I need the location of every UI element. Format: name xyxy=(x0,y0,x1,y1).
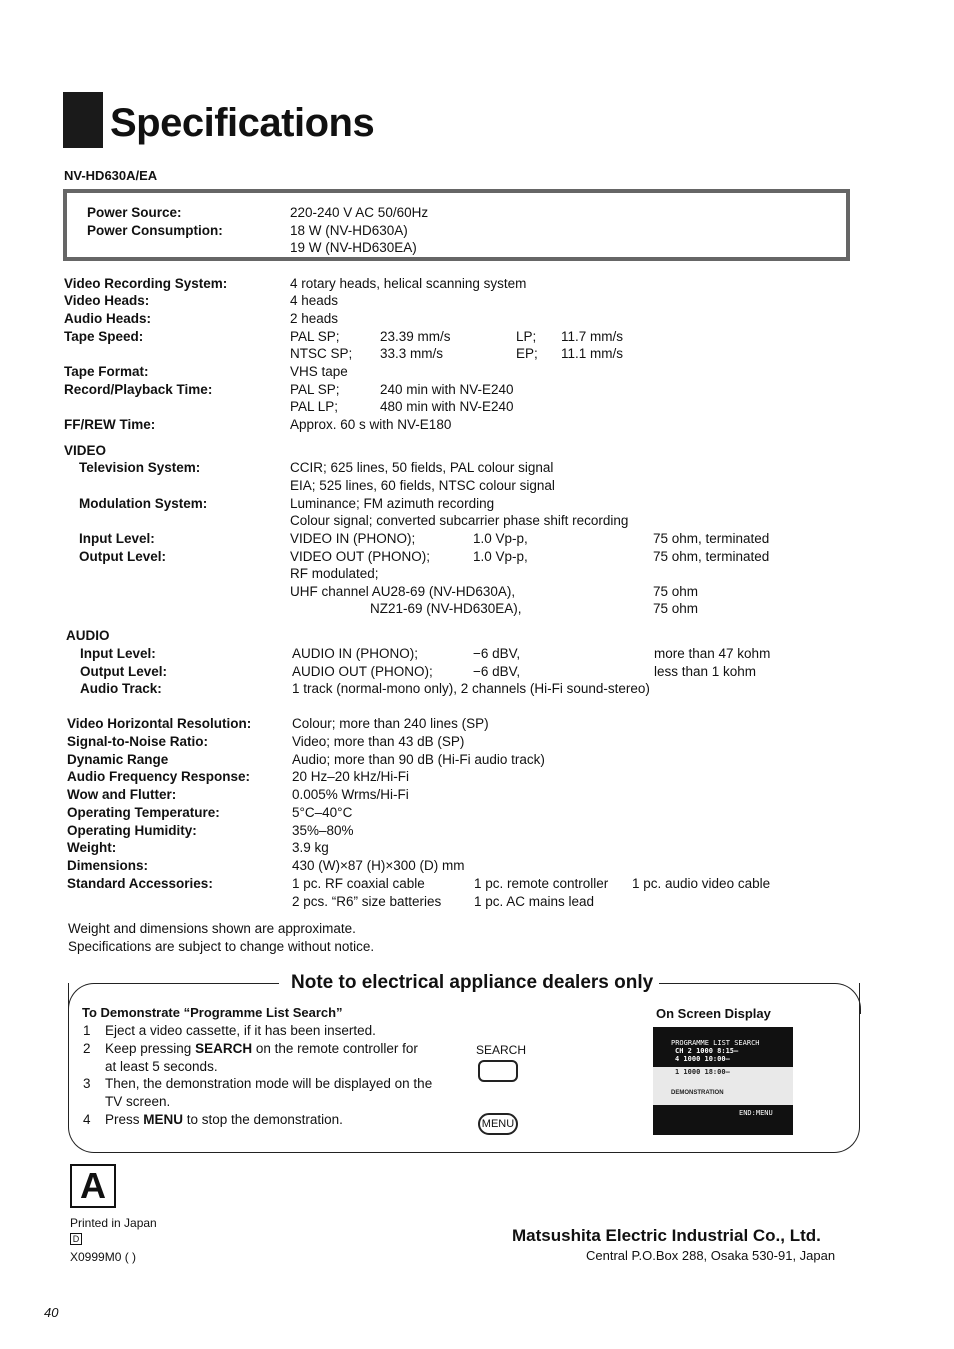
spec-value: less than 1 kohm xyxy=(654,664,757,679)
spec-label: Tape Speed: xyxy=(64,329,144,344)
spec-value: 430 (W)×87 (H)×300 (D) mm xyxy=(292,858,465,873)
section-heading-audio: AUDIO xyxy=(66,628,110,643)
step-number: 2 xyxy=(83,1041,91,1056)
spec-label: Modulation System: xyxy=(79,496,208,511)
spec-value: 1 track (normal-mono only), 2 channels (Hi-Fi sound-stereo) xyxy=(292,681,650,696)
spec-value: 75 ohm, terminated xyxy=(653,531,770,546)
spec-value: VIDEO IN (PHONO); xyxy=(290,531,416,546)
step-number: 3 xyxy=(83,1076,91,1091)
spec-value: 23.39 mm/s xyxy=(380,329,451,344)
spec-value: EP; xyxy=(516,346,538,361)
spec-value: 75 ohm xyxy=(653,584,699,599)
spec-value: 11.1 mm/s xyxy=(561,346,624,361)
step-text: Keep pressing SEARCH on the remote controller for xyxy=(105,1041,418,1056)
spec-value: Approx. 60 s with NV-E180 xyxy=(290,417,452,432)
on-screen-display xyxy=(653,1027,793,1135)
d-mark: D xyxy=(70,1233,82,1245)
spec-value: 1.0 Vp-p, xyxy=(473,531,528,546)
menu-button-icon: MENU xyxy=(478,1113,518,1135)
spec-value: −6 dBV, xyxy=(473,664,521,679)
spec-value: 1 pc. RF coaxial cable xyxy=(292,876,425,891)
spec-value: 5°C–40°C xyxy=(292,805,353,820)
spec-value: PAL SP; xyxy=(290,329,340,344)
spec-label: Output Level: xyxy=(79,549,166,564)
spec-label: Input Level: xyxy=(79,531,155,546)
spec-value: NTSC SP; xyxy=(290,346,353,361)
spec-label: Video Heads: xyxy=(64,293,150,308)
spec-label: Television System: xyxy=(79,460,201,475)
spec-value: NZ21-69 (NV-HD630EA), xyxy=(370,601,522,616)
document-code: X0999M0 ( ) xyxy=(70,1250,137,1264)
spec-value: Luminance; FM azimuth recording xyxy=(290,496,495,511)
step-text: Eject a video cassette, if it has been inserted. xyxy=(105,1023,376,1038)
spec-label: Operating Temperature: xyxy=(67,805,220,820)
spec-value: 4 heads xyxy=(290,293,339,308)
step-text: TV screen. xyxy=(105,1094,171,1109)
search-button-icon xyxy=(478,1060,518,1082)
spec-value: 1 pc. remote controller xyxy=(474,876,609,891)
spec-value: RF modulated; xyxy=(290,566,379,581)
spec-value: EIA; 525 lines, 60 fields, NTSC colour signal xyxy=(290,478,555,493)
spec-value: 11.7 mm/s xyxy=(561,329,624,344)
spec-value: 2 pcs. “R6” size batteries xyxy=(292,894,442,909)
company-address: Central P.O.Box 288, Osaka 530-91, Japan xyxy=(586,1248,836,1263)
step-text: at least 5 seconds. xyxy=(105,1059,218,1074)
power-consumption-value: 18 W (NV-HD630A) xyxy=(290,223,408,238)
spec-value: 1 pc. AC mains lead xyxy=(474,894,595,909)
spec-label: Wow and Flutter: xyxy=(67,787,177,802)
spec-value: 75 ohm, terminated xyxy=(653,549,770,564)
spec-value: 33.3 mm/s xyxy=(380,346,444,361)
spec-value: PAL LP; xyxy=(290,399,339,414)
power-source-label: Power Source: xyxy=(87,205,182,220)
power-consumption-label: Power Consumption: xyxy=(87,223,223,238)
spec-value: Video; more than 43 dB (SP) xyxy=(292,734,465,749)
spec-value: 480 min with NV-E240 xyxy=(380,399,514,414)
step-text: Then, the demonstration mode will be displayed on the xyxy=(105,1076,433,1091)
spec-label: Video Horizontal Resolution: xyxy=(67,716,252,731)
spec-value: VHS tape xyxy=(290,364,348,379)
spec-label: Audio Heads: xyxy=(64,311,152,326)
step-number: 4 xyxy=(83,1112,91,1127)
spec-value: PAL SP; xyxy=(290,382,340,397)
footnote: Weight and dimensions shown are approximate. xyxy=(68,921,356,936)
spec-label: Standard Accessories: xyxy=(67,876,213,891)
spec-label: Tape Format: xyxy=(64,364,149,379)
spec-value: 75 ohm xyxy=(653,601,699,616)
step-text: Press MENU to stop the demonstration. xyxy=(105,1112,343,1127)
page-number: 40 xyxy=(44,1305,59,1320)
spec-value: 240 min with NV-E240 xyxy=(380,382,514,397)
spec-label: Record/Playback Time: xyxy=(64,382,213,397)
spec-value: Audio; more than 90 dB (Hi-Fi audio track) xyxy=(292,752,545,767)
spec-value: 0.005% Wrms/Hi-Fi xyxy=(292,787,409,802)
spec-label: Dimensions: xyxy=(67,858,149,873)
company-name: Matsushita Electric Industrial Co., Ltd. xyxy=(512,1226,821,1245)
osd-demo-label: DEMONSTRATION xyxy=(671,1090,724,1096)
spec-value: CCIR; 625 lines, 50 fields, PAL colour signal xyxy=(290,460,554,475)
spec-label: Audio Frequency Response: xyxy=(67,769,251,784)
spec-label: Dynamic Range xyxy=(67,752,169,767)
page-title: Specifications xyxy=(110,101,375,145)
spec-label: Weight: xyxy=(67,840,117,855)
printed-in: Printed in Japan xyxy=(70,1216,157,1230)
spec-value: 20 Hz–20 kHz/Hi-Fi xyxy=(292,769,410,784)
spec-label: Input Level: xyxy=(80,646,156,661)
note-subtitle: To Demonstrate “Programme List Search” xyxy=(82,1005,343,1020)
spec-label: Audio Track: xyxy=(80,681,162,696)
spec-value: 4 rotary heads, helical scanning system xyxy=(290,276,527,291)
spec-value: AUDIO OUT (PHONO); xyxy=(292,664,433,679)
section-heading-video: VIDEO xyxy=(64,443,107,458)
spec-value: 1 pc. audio video cable xyxy=(632,876,771,891)
osd-heading: On Screen Display xyxy=(656,1006,771,1021)
power-box xyxy=(63,189,850,261)
note-title: Note to electrical appliance dealers only xyxy=(285,972,659,994)
step-number: 1 xyxy=(83,1023,91,1038)
osd-end-label: END:MENU xyxy=(739,1109,773,1117)
osd-row: CH 2 1000 8:15– xyxy=(675,1047,739,1055)
search-label: SEARCH xyxy=(476,1043,527,1057)
power-source-value: 220-240 V AC 50/60Hz xyxy=(290,205,429,220)
spec-label: Output Level: xyxy=(80,664,167,679)
spec-value: −6 dBV, xyxy=(473,646,521,661)
spec-value: LP; xyxy=(516,329,537,344)
spec-value: AUDIO IN (PHONO); xyxy=(292,646,419,661)
grade-badge: A xyxy=(70,1164,116,1208)
osd-row: 1 1000 18:00– xyxy=(675,1068,730,1076)
spec-label: Signal-to-Noise Ratio: xyxy=(67,734,208,749)
spec-value: more than 47 kohm xyxy=(654,646,771,661)
osd-title: PROGRAMME LIST SEARCH xyxy=(671,1039,760,1047)
spec-value: 3.9 kg xyxy=(292,840,329,855)
spec-label: Operating Humidity: xyxy=(67,823,197,838)
spec-value: Colour signal; converted subcarrier phase shift recording xyxy=(290,513,629,528)
spec-label: FF/REW Time: xyxy=(64,417,156,432)
osd-row: 4 1000 10:00– xyxy=(675,1055,730,1063)
power-consumption-value: 19 W (NV-HD630EA) xyxy=(290,240,417,255)
spec-value: UHF channel AU28-69 (NV-HD630A), xyxy=(290,584,516,599)
model-number: NV-HD630A/EA xyxy=(64,168,158,183)
footnote: Specifications are subject to change without notice. xyxy=(68,939,375,954)
spec-value: 2 heads xyxy=(290,311,339,326)
spec-label: Video Recording System: xyxy=(64,276,228,291)
spec-value: VIDEO OUT (PHONO); xyxy=(290,549,431,564)
title-bar-decoration xyxy=(63,92,103,148)
spec-value: 1.0 Vp-p, xyxy=(473,549,528,564)
spec-value: Colour; more than 240 lines (SP) xyxy=(292,716,489,731)
spec-value: 35%–80% xyxy=(292,823,354,838)
